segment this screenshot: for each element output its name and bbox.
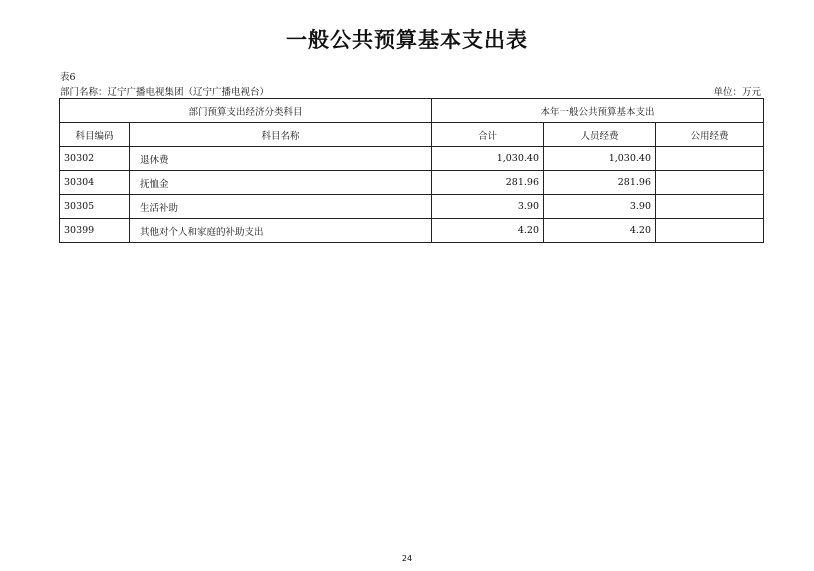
header-column-row (60, 123, 764, 147)
row-code: 30302 (60, 147, 130, 171)
column-header-public: 公用经费 (656, 123, 764, 147)
row-personnel: 1,030.40 (544, 147, 656, 171)
row-personnel: 281.96 (544, 171, 656, 195)
row-total: 3.90 (432, 195, 544, 219)
row-name: 退休费 (130, 147, 432, 171)
budget-table (59, 98, 764, 243)
row-name: 其他对个人和家庭的补助支出 (130, 219, 432, 243)
row-code: 30399 (60, 219, 130, 243)
row-public (656, 147, 764, 171)
column-header-code: 科目编码 (60, 123, 130, 147)
row-code: 30305 (60, 195, 130, 219)
table-row (60, 147, 764, 171)
header-group-row (60, 99, 764, 123)
table-number: 表6 (60, 72, 76, 83)
header-group-expenditure: 本年一般公共预算基本支出 (432, 99, 764, 123)
page-number: 24 (401, 554, 413, 563)
row-personnel: 3.90 (544, 195, 656, 219)
row-name: 抚恤金 (130, 171, 432, 195)
row-public (656, 195, 764, 219)
table-row (60, 195, 764, 219)
table-row (60, 171, 764, 195)
row-total: 1,030.40 (432, 147, 544, 171)
row-personnel: 4.20 (544, 219, 656, 243)
unit-label: 单位：万元 (713, 87, 761, 98)
column-header-total: 合计 (432, 123, 544, 147)
row-code: 30304 (60, 171, 130, 195)
row-name: 生活补助 (130, 195, 432, 219)
page-title: 一般公共预算基本支出表 (286, 28, 528, 52)
table-row (60, 219, 764, 243)
row-total: 4.20 (432, 219, 544, 243)
row-public (656, 171, 764, 195)
column-header-name: 科目名称 (130, 123, 432, 147)
row-public (656, 219, 764, 243)
department-name: 部门名称：辽宁广播电视集团（辽宁广播电视台） (60, 87, 270, 98)
column-header-personnel: 人员经费 (544, 123, 656, 147)
header-group-classification: 部门预算支出经济分类科目 (60, 99, 432, 123)
row-total: 281.96 (432, 171, 544, 195)
